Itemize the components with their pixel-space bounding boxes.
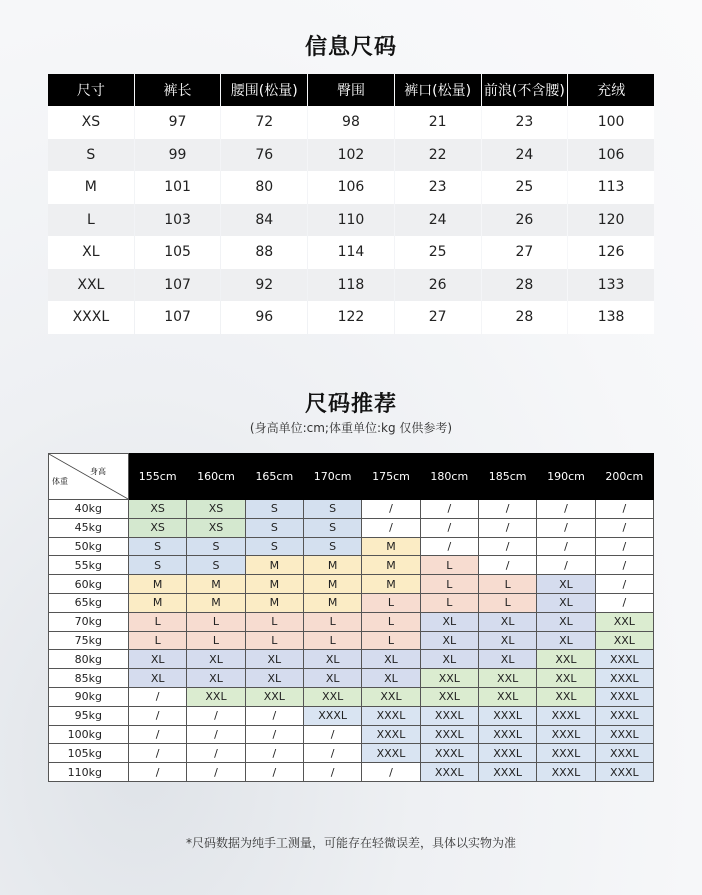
- size-recommend-cell: /: [595, 593, 653, 612]
- size-recommend-cell: /: [129, 706, 187, 725]
- size-info-cell: 96: [221, 301, 307, 334]
- size-recommend-cell: XXL: [362, 687, 420, 706]
- recommend-row: [49, 518, 654, 537]
- height-header-cell: 175cm: [362, 454, 420, 500]
- size-recommend-cell: /: [537, 518, 595, 537]
- size-recommend-cell: XS: [187, 500, 245, 519]
- size-recommend-cell: XL: [187, 650, 245, 669]
- size-info-row: [48, 204, 654, 237]
- size-recommend-cell: XXXL: [478, 763, 536, 782]
- size-info-table: [47, 74, 655, 334]
- size-info-header-cell: 尺寸: [48, 74, 134, 106]
- size-recommend-cell: XL: [478, 612, 536, 631]
- size-info-cell: 103: [135, 204, 221, 237]
- recommend-header-row: [49, 454, 654, 500]
- height-header-cell: 180cm: [420, 454, 478, 500]
- size-recommend-cell: /: [595, 537, 653, 556]
- size-recommend-cell: XXXL: [478, 706, 536, 725]
- size-recommend-cell: L: [420, 593, 478, 612]
- size-recommend-cell: XXL: [303, 687, 361, 706]
- size-recommend-cell: /: [362, 500, 420, 519]
- size-info-cell: 99: [135, 139, 221, 172]
- size-recommend-cell: M: [362, 556, 420, 575]
- size-recommend-cell: XXXL: [362, 706, 420, 725]
- size-info-cell: 126: [568, 236, 654, 269]
- size-recommend-cell: /: [595, 500, 653, 519]
- recommend-row: [49, 575, 654, 594]
- size-recommend-cell: XL: [537, 575, 595, 594]
- size-recommend-cell: /: [245, 744, 303, 763]
- size-recommend-cell: XL: [362, 669, 420, 688]
- weight-cell: 65kg: [49, 593, 129, 612]
- size-recommend-cell: XXXL: [420, 706, 478, 725]
- size-recommend-cell: /: [303, 763, 361, 782]
- size-recommend-cell: /: [187, 744, 245, 763]
- size-info-cell: XXXL: [48, 301, 134, 334]
- size-info-cell: 22: [395, 139, 481, 172]
- size-recommend-cell: L: [129, 612, 187, 631]
- size-info-row: [48, 171, 654, 204]
- weight-cell: 90kg: [49, 687, 129, 706]
- size-info-cell: 28: [482, 269, 568, 302]
- size-info-cell: 88: [221, 236, 307, 269]
- size-recommend-cell: XXL: [420, 687, 478, 706]
- size-info-cell: 28: [482, 301, 568, 334]
- size-recommend-cell: L: [303, 631, 361, 650]
- info-title: 信息尺码: [304, 35, 397, 60]
- size-recommend-cell: XXXL: [595, 650, 653, 669]
- weight-cell: 70kg: [49, 612, 129, 631]
- size-recommend-cell: XXXL: [595, 706, 653, 725]
- size-recommend-cell: S: [245, 537, 303, 556]
- size-recommend-cell: /: [595, 518, 653, 537]
- corner-weight-label: 体重: [52, 477, 68, 486]
- size-recommend-cell: /: [362, 763, 420, 782]
- size-info-cell: 106: [568, 139, 654, 172]
- size-recommend-cell: XXL: [595, 631, 653, 650]
- size-recommend-cell: XXL: [478, 687, 536, 706]
- size-info-cell: 25: [482, 171, 568, 204]
- size-recommend-cell: L: [478, 593, 536, 612]
- size-recommend-cell: /: [537, 500, 595, 519]
- size-info-header-cell: 臀围: [308, 74, 394, 106]
- size-info-cell: 138: [568, 301, 654, 334]
- size-recommend-cell: M: [245, 556, 303, 575]
- size-recommend-cell: XXXL: [478, 725, 536, 744]
- size-recommend-cell: XL: [303, 650, 361, 669]
- size-recommend-cell: L: [362, 631, 420, 650]
- height-header-cell: 190cm: [537, 454, 595, 500]
- size-recommend-cell: /: [187, 763, 245, 782]
- size-recommend-cell: /: [129, 744, 187, 763]
- size-info-cell: 107: [135, 301, 221, 334]
- corner-height-label: 身高: [90, 467, 106, 476]
- size-info-cell: S: [48, 139, 134, 172]
- size-info-cell: 27: [395, 301, 481, 334]
- size-recommend-cell: /: [303, 725, 361, 744]
- size-recommend-cell: XL: [129, 650, 187, 669]
- size-recommend-cell: XXXL: [595, 669, 653, 688]
- size-info-cell: L: [48, 204, 134, 237]
- size-recommend-cell: XL: [478, 631, 536, 650]
- size-recommend-cell: M: [245, 575, 303, 594]
- size-recommend-cell: /: [537, 556, 595, 575]
- size-recommend-cell: L: [187, 631, 245, 650]
- size-recommend-cell: M: [362, 537, 420, 556]
- weight-cell: 85kg: [49, 669, 129, 688]
- size-recommend-cell: /: [187, 725, 245, 744]
- size-recommend-cell: /: [537, 537, 595, 556]
- size-info-cell: 120: [568, 204, 654, 237]
- weight-cell: 95kg: [49, 706, 129, 725]
- size-recommend-cell: /: [129, 687, 187, 706]
- size-info-cell: 100: [568, 106, 654, 139]
- footnote: *尺码数据为纯手工测量，可能存在轻微误差，具体以实物为准: [185, 836, 516, 850]
- size-recommend-cell: XL: [245, 669, 303, 688]
- size-info-cell: XS: [48, 106, 134, 139]
- size-info-cell: 23: [482, 106, 568, 139]
- size-info-cell: 101: [135, 171, 221, 204]
- size-info-header-cell: 裤口(松量): [395, 74, 481, 106]
- recommend-row: [49, 744, 654, 763]
- size-recommend-cell: /: [245, 706, 303, 725]
- size-recommend-cell: M: [362, 575, 420, 594]
- size-recommend-cell: /: [129, 725, 187, 744]
- size-recommend-cell: /: [478, 537, 536, 556]
- size-info-cell: 76: [221, 139, 307, 172]
- size-recommend-cell: /: [303, 744, 361, 763]
- size-recommend-cell: XL: [420, 631, 478, 650]
- size-info-cell: 27: [482, 236, 568, 269]
- recommend-row: [49, 687, 654, 706]
- weight-cell: 75kg: [49, 631, 129, 650]
- size-info-header-cell: 前浪(不含腰): [482, 74, 568, 106]
- size-info-row: [48, 269, 654, 302]
- size-recommend-cell: XXXL: [420, 744, 478, 763]
- size-info-row: [48, 236, 654, 269]
- recommend-row: [49, 500, 654, 519]
- size-info-cell: 133: [568, 269, 654, 302]
- size-recommend-cell: XS: [187, 518, 245, 537]
- size-recommend-cell: XXL: [537, 650, 595, 669]
- size-recommend-cell: XL: [478, 650, 536, 669]
- size-recommend-cell: XXXL: [537, 763, 595, 782]
- size-recommend-cell: XXXL: [537, 706, 595, 725]
- height-header-cell: 165cm: [245, 454, 303, 500]
- size-info-cell: 102: [308, 139, 394, 172]
- size-recommend-cell: /: [595, 575, 653, 594]
- size-recommend-cell: M: [129, 575, 187, 594]
- size-recommend-cell: L: [245, 612, 303, 631]
- size-recommend-cell: XXXL: [362, 725, 420, 744]
- size-info-cell: 80: [221, 171, 307, 204]
- size-recommend-cell: XS: [129, 518, 187, 537]
- size-recommend-cell: XL: [245, 650, 303, 669]
- size-recommend-cell: M: [303, 556, 361, 575]
- size-info-row: [48, 106, 654, 139]
- size-recommend-cell: M: [129, 593, 187, 612]
- size-recommend-cell: /: [245, 763, 303, 782]
- size-recommend-cell: M: [187, 593, 245, 612]
- size-recommend-cell: XXXL: [595, 725, 653, 744]
- size-recommend-cell: XXXL: [420, 725, 478, 744]
- size-recommend-cell: /: [187, 706, 245, 725]
- size-recommend-cell: XXXL: [595, 744, 653, 763]
- size-recommend-cell: L: [478, 575, 536, 594]
- size-recommend-cell: XXXL: [595, 763, 653, 782]
- size-recommend-cell: S: [187, 556, 245, 575]
- size-recommend-cell: /: [478, 556, 536, 575]
- weight-cell: 110kg: [49, 763, 129, 782]
- size-recommend-cell: XXL: [537, 669, 595, 688]
- size-recommend-cell: L: [420, 556, 478, 575]
- size-recommend-cell: /: [595, 556, 653, 575]
- size-info-row: [48, 301, 654, 334]
- recommend-row: [49, 669, 654, 688]
- size-info-cell: 26: [482, 204, 568, 237]
- size-recommend-cell: /: [245, 725, 303, 744]
- size-recommend-table: [48, 453, 654, 782]
- size-info-cell: 122: [308, 301, 394, 334]
- size-recommend-cell: XXXL: [595, 687, 653, 706]
- size-info-row: [48, 139, 654, 172]
- size-info-cell: 26: [395, 269, 481, 302]
- size-recommend-cell: S: [245, 518, 303, 537]
- size-recommend-cell: XL: [537, 593, 595, 612]
- size-recommend-cell: XXXL: [303, 706, 361, 725]
- weight-cell: 55kg: [49, 556, 129, 575]
- size-info-cell: 24: [482, 139, 568, 172]
- recommend-title: 尺码推荐: [304, 392, 397, 417]
- size-recommend-cell: XXL: [245, 687, 303, 706]
- size-recommend-cell: L: [129, 631, 187, 650]
- size-recommend-cell: L: [362, 593, 420, 612]
- size-recommend-cell: /: [420, 500, 478, 519]
- size-recommend-cell: S: [129, 537, 187, 556]
- size-recommend-cell: M: [187, 575, 245, 594]
- size-recommend-cell: XXL: [478, 669, 536, 688]
- recommend-row: [49, 650, 654, 669]
- recommend-row: [49, 631, 654, 650]
- size-recommend-cell: XS: [129, 500, 187, 519]
- recommend-row: [49, 706, 654, 725]
- size-info-header-cell: 充绒: [568, 74, 654, 106]
- size-recommend-cell: L: [362, 612, 420, 631]
- recommend-row: [49, 725, 654, 744]
- size-recommend-cell: XL: [303, 669, 361, 688]
- recommend-row: [49, 593, 654, 612]
- size-info-cell: 118: [308, 269, 394, 302]
- size-recommend-cell: M: [303, 575, 361, 594]
- size-info-header-cell: 腰围(松量): [221, 74, 307, 106]
- size-recommend-cell: S: [303, 537, 361, 556]
- size-info-cell: 113: [568, 171, 654, 204]
- size-recommend-cell: /: [362, 518, 420, 537]
- size-recommend-cell: S: [129, 556, 187, 575]
- size-recommend-cell: L: [303, 612, 361, 631]
- size-recommend-cell: XL: [187, 669, 245, 688]
- size-recommend-cell: XL: [420, 650, 478, 669]
- size-info-header-row: [48, 74, 654, 106]
- size-info-cell: 114: [308, 236, 394, 269]
- size-recommend-cell: /: [420, 537, 478, 556]
- weight-cell: 50kg: [49, 537, 129, 556]
- size-recommend-cell: XXL: [595, 612, 653, 631]
- corner-cell: [49, 454, 129, 500]
- recommend-row: [49, 612, 654, 631]
- size-info-cell: XXL: [48, 269, 134, 302]
- size-recommend-cell: XL: [420, 612, 478, 631]
- size-info-cell: 106: [308, 171, 394, 204]
- size-info-cell: 98: [308, 106, 394, 139]
- size-recommend-cell: S: [303, 518, 361, 537]
- recommend-row: [49, 537, 654, 556]
- size-recommend-cell: XXXL: [537, 725, 595, 744]
- size-recommend-cell: S: [187, 537, 245, 556]
- weight-cell: 105kg: [49, 744, 129, 763]
- height-header-cell: 160cm: [187, 454, 245, 500]
- recommend-row: [49, 763, 654, 782]
- recommend-subtitle: (身高单位:cm;体重单位:kg 仅供参考): [249, 421, 453, 435]
- size-recommend-cell: XXL: [420, 669, 478, 688]
- size-info-cell: 105: [135, 236, 221, 269]
- size-recommend-cell: XL: [537, 631, 595, 650]
- size-info-cell: 25: [395, 236, 481, 269]
- size-info-cell: 21: [395, 106, 481, 139]
- size-info-cell: 24: [395, 204, 481, 237]
- size-recommend-cell: XXL: [187, 687, 245, 706]
- size-recommend-cell: M: [245, 593, 303, 612]
- size-info-cell: 107: [135, 269, 221, 302]
- height-header-cell: 185cm: [478, 454, 536, 500]
- size-recommend-cell: XXXL: [537, 744, 595, 763]
- size-info-cell: 23: [395, 171, 481, 204]
- size-info-cell: 92: [221, 269, 307, 302]
- weight-cell: 45kg: [49, 518, 129, 537]
- size-recommend-cell: XXL: [537, 687, 595, 706]
- size-info-cell: 97: [135, 106, 221, 139]
- size-recommend-cell: S: [303, 500, 361, 519]
- size-recommend-cell: S: [245, 500, 303, 519]
- size-recommend-cell: XXXL: [362, 744, 420, 763]
- weight-cell: 40kg: [49, 500, 129, 519]
- size-info-cell: XL: [48, 236, 134, 269]
- size-info-cell: 110: [308, 204, 394, 237]
- size-recommend-cell: /: [420, 518, 478, 537]
- size-info-cell: 84: [221, 204, 307, 237]
- height-header-cell: 155cm: [129, 454, 187, 500]
- size-recommend-cell: XL: [129, 669, 187, 688]
- height-header-cell: 200cm: [595, 454, 653, 500]
- size-recommend-cell: /: [478, 500, 536, 519]
- size-recommend-cell: XXXL: [478, 744, 536, 763]
- weight-cell: 60kg: [49, 575, 129, 594]
- size-info-cell: 72: [221, 106, 307, 139]
- size-recommend-cell: XXXL: [420, 763, 478, 782]
- size-recommend-cell: L: [245, 631, 303, 650]
- weight-cell: 100kg: [49, 725, 129, 744]
- size-recommend-cell: XL: [362, 650, 420, 669]
- size-info-header-cell: 裤长: [135, 74, 221, 106]
- weight-cell: 80kg: [49, 650, 129, 669]
- height-header-cell: 170cm: [303, 454, 361, 500]
- size-recommend-cell: M: [303, 593, 361, 612]
- size-recommend-cell: XL: [537, 612, 595, 631]
- size-recommend-cell: L: [420, 575, 478, 594]
- size-recommend-cell: L: [187, 612, 245, 631]
- recommend-row: [49, 556, 654, 575]
- size-recommend-cell: /: [129, 763, 187, 782]
- size-recommend-cell: /: [478, 518, 536, 537]
- size-info-cell: M: [48, 171, 134, 204]
